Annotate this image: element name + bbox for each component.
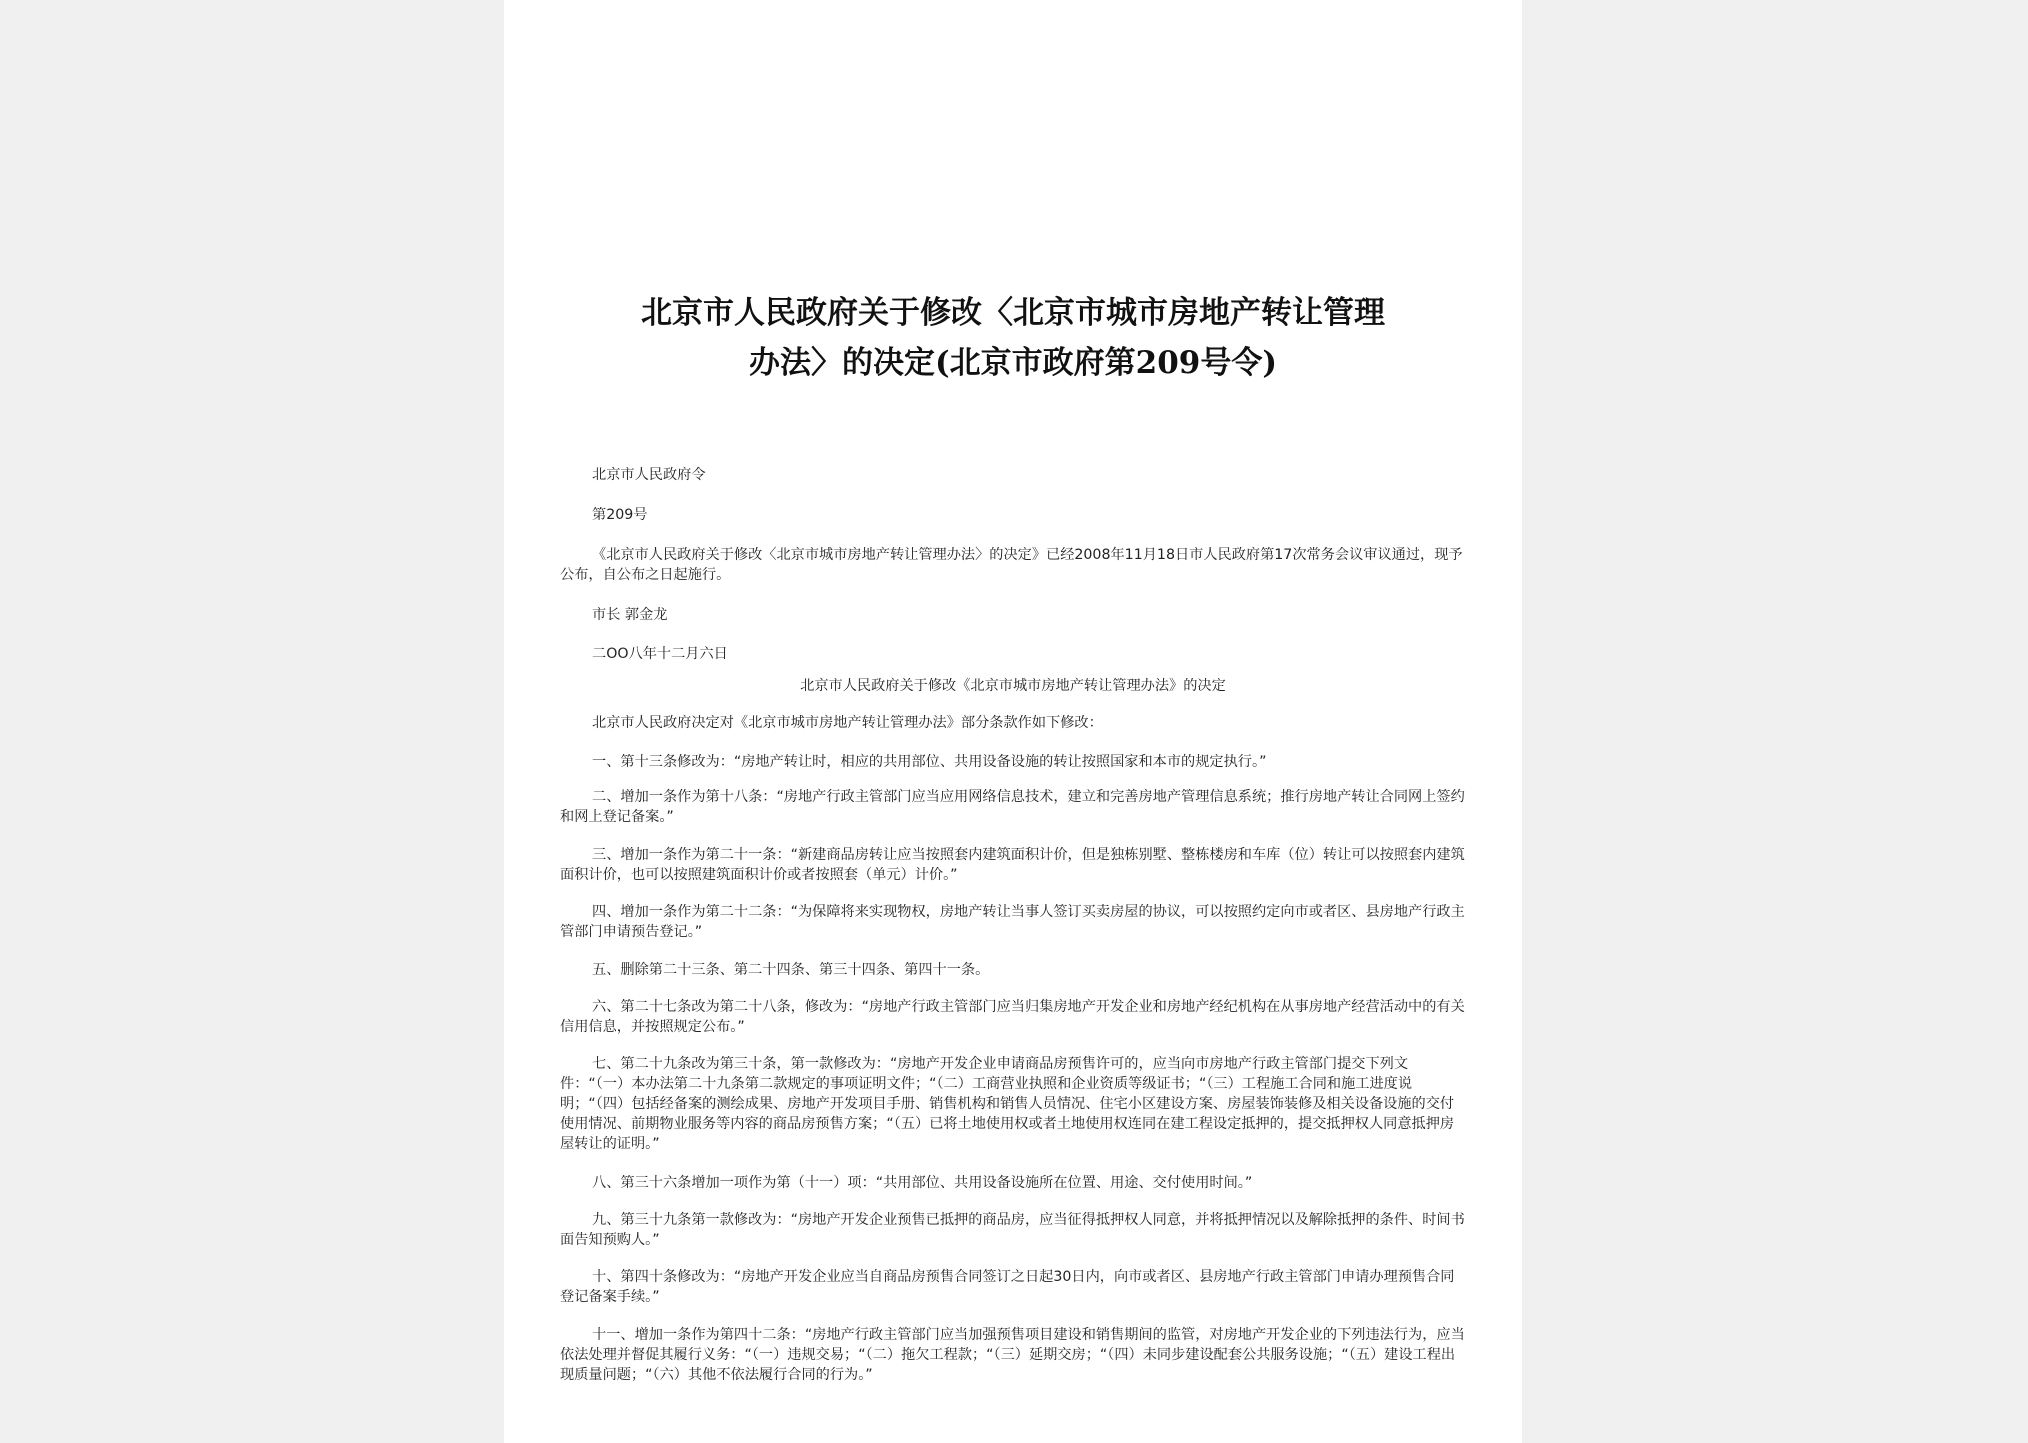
- document-title: [564, 288, 1462, 388]
- document-title-line-2: 办法〉的决定(北京市政府第209号令): [748, 345, 1278, 381]
- article-1: 一、第十三条修改为：“房地产转让时，相应的共用部位、共用设备设施的转让按照国家和本市的规定执行。”: [592, 754, 1267, 770]
- article-2: 二、增加一条作为第十八条：“房地产行政主管部门应当应用网络信息技术，建立和完善房地产管理信息系统；推行房地产转让合同网上签约和网上登记备案。”: [560, 789, 1465, 825]
- decision-intro: 北京市人民政府决定对《北京市城市房地产转让管理办法》部分条款作如下修改：: [592, 715, 1103, 731]
- article-10: 十、第四十条修改为：“房地产开发企业应当自商品房预售合同签订之日起30日内，向市或者区、县房地产行政主管部门申请办理预售合同登记备案手续。”: [560, 1269, 1455, 1305]
- article-5: 五、删除第二十三条、第二十四条、第三十四条、第四十一条。: [592, 962, 990, 978]
- signature-line: 市长 郭金龙: [592, 607, 668, 623]
- intro-paragraph: 《北京市人民政府关于修改〈北京市城市房地产转让管理办法〉的决定》已经2008年11月18日市人民政府第17次常务会议审议通过，现予公布，自公布之日起施行。: [560, 547, 1463, 583]
- document-page: [504, 0, 1522, 1443]
- article-4: 四、增加一条作为第二十二条：“为保障将来实现物权，房地产转让当事人签订买卖房屋的协议，可以按照约定向市或者区、县房地产行政主管部门申请预告登记。”: [560, 904, 1465, 940]
- article-3: 三、增加一条作为第二十一条：“新建商品房转让应当按照套内建筑面积计价，但是独栋别墅、整栋楼房和车库（位）转让可以按照套内建筑面积计价，也可以按照建筑面积计价或者按照套（单元）计价。”: [560, 847, 1465, 883]
- decision-title: 北京市人民政府关于修改《北京市城市房地产转让管理办法》的决定: [800, 678, 1226, 694]
- order-number: 第209号: [592, 507, 648, 523]
- article-9: 九、第三十九条第一款修改为：“房地产开发企业预售已抵押的商品房，应当征得抵押权人同意，并将抵押情况以及解除抵押的条件、时间书面告知预购人。”: [560, 1212, 1465, 1248]
- document-title-line-1: 北京市人民政府关于修改〈北京市城市房地产转让管理: [641, 295, 1385, 331]
- article-6: 六、第二十七条改为第二十八条，修改为：“房地产行政主管部门应当归集房地产开发企业和房地产经纪机构在从事房地产经营活动中的有关信用信息，并按照规定公布。”: [560, 999, 1465, 1035]
- issuer-line: 北京市人民政府令: [592, 467, 706, 483]
- date-line: 二OO八年十二月六日: [592, 646, 728, 662]
- article-11: 十一、增加一条作为第四十二条：“房地产行政主管部门应当加强预售项目建设和销售期间的监管，对房地产开发企业的下列违法行为，应当依法处理并督促其履行义务：“（一）违规交易；“（二）拖欠工程款；“（三）延期交房；“（四）未同步建设配套公共服务设施；“（五）建设工程出现质量问题；“（六）其他不依法履行合同的行为。”: [560, 1327, 1465, 1383]
- article-7: 七、第二十九条改为第三十条，第一款修改为：“房地产开发企业申请商品房预售许可的，应当向市房地产行政主管部门提交下列文件：“（一）本办法第二十九条第二款规定的事项证明文件；“（二）工商营业执照和企业资质等级证书；“（三）工程施工合同和施工进度说明；“（四）包括经备案的测绘成果、房地产开发项目手册、销售机构和销售人员情况、住宅小区建设方案、房屋装饰装修及相关设备设施的交付使用情况、前期物业服务等内容的商品房预售方案；“（五）已将土地使用权或者土地使用权连同在建工程设定抵押的，提交抵押权人同意抵押房屋转让的证明。”: [560, 1056, 1455, 1152]
- article-8: 八、第三十六条增加一项作为第（十一）项：“共用部位、共用设备设施所在位置、用途、交付使用时间。”: [592, 1175, 1253, 1191]
